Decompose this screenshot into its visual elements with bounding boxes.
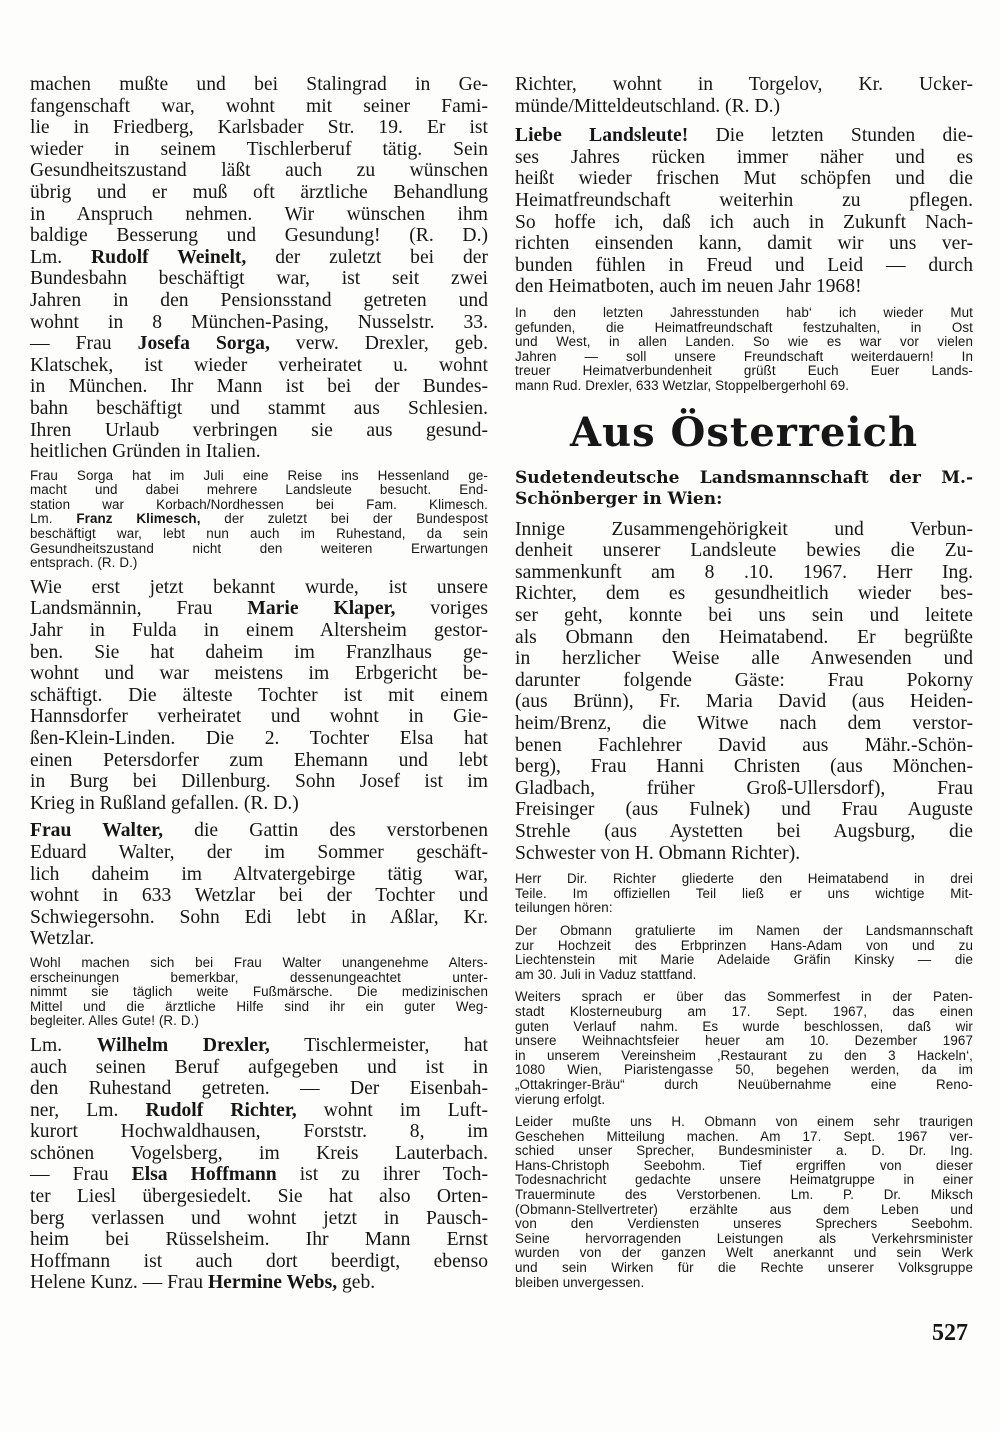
text-line: Geschehen Mitteilung machen. Am 17. Sept. 1967 ver- — [515, 1128, 973, 1144]
text-line: Eduard Walter, der im Sommer geschäft- — [30, 841, 488, 863]
text-line: Helene Kunz. — Frau Hermine Webs, geb. — [30, 1272, 376, 1294]
paragraph — [30, 74, 488, 463]
text-line: heim/Brenz, die Witwe nach dem verstor- — [515, 713, 973, 735]
text-line: berg), Frau Hanni Christen (aus Mönchen- — [515, 756, 973, 778]
text-line: übrig und er muß oft ärztliche Behandlung — [30, 181, 488, 203]
right-column-top — [515, 74, 973, 394]
left-column — [30, 74, 488, 1300]
text-line: beschäftigt war, lebt nun auch im Ruhestand, da sein — [30, 526, 488, 542]
text-line: „Ottakringer-Bräu“ durch Neuübernahme eine Reno- — [515, 1076, 973, 1092]
text-line: in Anspruch nehmen. Wir wünschen ihm — [30, 203, 488, 225]
text-line: begleiter. Alles Gute! (R. D.) — [30, 1013, 199, 1029]
paragraph — [30, 1035, 488, 1294]
text-line: machen mußte und bei Stalingrad in Ge- — [30, 74, 488, 95]
text-line: entsprach. (R. D.) — [30, 555, 138, 571]
text-line: den Ruhestand getreten. — Der Eisenbah- — [30, 1078, 488, 1100]
text-line: Hannsdorfer verheiratet und wohnt in Gie- — [30, 706, 488, 728]
bold-name: Elsa Hoffmann — [131, 1164, 277, 1186]
text-line: Weiters sprach er über das Sommerfest in der Paten- — [515, 989, 973, 1005]
bold-name: Marie Klaper, — [247, 598, 396, 620]
text-line: einen Petersdorfer zum Ehemann und lebt — [30, 749, 488, 771]
text-line: wurden von der ganzen Welt anerkannt und sein Werk — [515, 1245, 973, 1261]
text-line: Der Obmann gratulierte im Namen der Landsmannschaft — [515, 922, 973, 938]
text-line: schäftigt. Die älteste Tochter ist mit einem — [30, 684, 488, 706]
text-line: Jahren — soll unsere Freundschaft weiterdauern! In — [515, 348, 973, 364]
subheading — [515, 468, 973, 511]
text-line: (aus Brünn), Fr. Maria David (aus Heiden- — [515, 691, 973, 713]
text-line: Teile. Im offiziellen Teil ließ er uns wichtige Mit- — [515, 885, 973, 901]
text-line: Wetzlar. — [30, 928, 95, 950]
text-line: Lm. Wilhelm Drexler, Tischlermeister, hat — [30, 1034, 488, 1056]
text-line: Gesundheitszustand nicht den weiteren Erwartungen — [30, 540, 488, 556]
text-line: — Frau Josefa Sorga, verw. Drexler, geb. — [30, 333, 488, 355]
text-line: ses Jahres rücken immer näher und es — [515, 146, 973, 168]
text-line: bahn beschäftigt und stammt aus Schlesien. — [30, 397, 488, 419]
text-line: Hoffmann ist auch dort beerdigt, ebenso — [30, 1250, 488, 1272]
text-line: in Burg bei Dillenburg. Sohn Josef ist im — [30, 771, 488, 793]
text-line: wohnt in 8 München-Pasing, Nusselstr. 33. — [30, 311, 488, 333]
text-line: treuer Heimatverbundenheit grüßt Euch Euer Lands- — [515, 363, 973, 379]
text-line: Frau Sorga hat im Juli eine Reise ins Hessenland ge- — [30, 467, 488, 483]
text-line: den Heimatboten, auch im neuen Jahr 1968! — [515, 276, 862, 298]
text-line: benen Fachlehrer David aus Mähr.-Schön- — [515, 734, 973, 756]
text-line: Schwester von H. Obmann Richter). — [515, 842, 801, 864]
text-line: — Frau Elsa Hoffmann ist zu ihrer Toch- — [30, 1164, 488, 1186]
paragraph — [30, 820, 488, 950]
text-line: station war Korbach/Nordhessen bei Fam. Klimesch. — [30, 496, 488, 512]
text-line: Innige Zusammengehörigkeit und Verbun- — [515, 518, 973, 540]
text-line: wohnt und war meistens im Erbgericht be- — [30, 663, 488, 685]
text-line: und West, in allen Landen. So wie es war vor vielen — [515, 334, 973, 350]
small-print-paragraph — [515, 872, 973, 916]
text-line: ter Liesl übergesiedelt. Sie hat also Orten- — [30, 1186, 488, 1208]
text-line: Wohl machen sich bei Frau Walter unangenehme Alters- — [30, 954, 488, 970]
text-line: stadt Klosterneuburg am 17. Sept. 1967, das einen — [515, 1003, 973, 1019]
text-line: Herr Dir. Richter gliederte den Heimatabend in drei — [515, 871, 973, 887]
text-line: Jahren in den Pensionsstand getreten und — [30, 289, 488, 311]
text-line: macht und dabei mehrere Landsleute besucht. End- — [30, 482, 488, 498]
bold-name: Liebe Landsleute! — [515, 125, 689, 147]
text-line: Schwiegersohn. Sohn Edi lebt in Aßlar, Kr. — [30, 906, 488, 928]
text-line: vierung erfolgt. — [515, 1091, 606, 1107]
text-line: berg verlassen und wohnt jetzt in Pausch- — [30, 1207, 488, 1229]
text-line: münde/Mitteldeutschland. (R. D.) — [515, 95, 781, 117]
text-line: in München. Ihr Mann ist bei der Bundes- — [30, 376, 488, 398]
text-line: Frau Walter, die Gattin des verstorbenen — [30, 820, 488, 842]
text-line: So hoffe ich, daß ich auch in Zukunft Nach- — [515, 211, 973, 233]
bold-name: Franz Klimesch, — [76, 511, 201, 527]
bold-name: Josefa Sorga, — [137, 333, 270, 355]
right-column-bottom — [515, 468, 973, 1291]
text-line: Gladbach, früher Groß-Ullersdorf), Frau — [515, 777, 973, 799]
bold-name: Frau Walter, — [30, 820, 163, 842]
text-line: Trauerminute des Verstorbenen. Lm. P. Dr. Miksch — [515, 1187, 973, 1203]
text-line: Schönberger in Wien: — [515, 489, 723, 510]
text-line: heim bei Rüsselsheim. Ihr Mann Ernst — [30, 1229, 488, 1251]
text-line: schied unser Sprecher, Bundesminister a. D. Dr. Ing. — [515, 1143, 973, 1159]
text-line: von den Verdiensten unseres Sprechers Seebohm. — [515, 1216, 973, 1232]
text-line: darunter folgende Gäste: Frau Pokorny — [515, 669, 973, 691]
text-line: Freisinger (aus Fulnek) und Frau Auguste — [515, 799, 973, 821]
text-line: Jahr in Fulda in einem Altersheim gestor- — [30, 620, 488, 642]
text-line: bleiben unvergessen. — [515, 1274, 645, 1290]
text-line: wohnt in 633 Wetzlar bei der Tochter und — [30, 885, 488, 907]
text-line: denheit unserer Landsleute bewies die Zu- — [515, 540, 973, 562]
text-line: Wie erst jetzt bekannt wurde, ist unsere — [30, 576, 488, 598]
bold-name: Rudolf Weinelt, — [90, 246, 247, 268]
text-line: Mittel und die ärztliche Hilfe sind ihr ein guter Weg- — [30, 998, 488, 1014]
section-heading: Aus Österreich — [569, 408, 919, 456]
text-line: erscheinungen bemerkbar, dessenungeachtet unter- — [30, 969, 488, 985]
text-line: sammenkunft am 8 .10. 1967. Herr Ing. — [515, 561, 973, 583]
page-number: 527 — [932, 1320, 968, 1346]
small-print-paragraph — [515, 990, 973, 1107]
text-line: Bundesbahn beschäftigt war, ist seit zwei — [30, 268, 488, 290]
small-print-paragraph — [515, 924, 973, 982]
small-print-paragraph — [30, 469, 488, 571]
text-line: Todesnachricht gedachte unsere Heimatgruppe in einer — [515, 1172, 973, 1188]
text-line: guten Verlauf nahm. Es wurde beschlossen, daß wir — [515, 1018, 973, 1034]
text-line: Strehle (aus Aystetten bei Augsburg, die — [515, 821, 973, 842]
text-line: Richter, dem es gesundheitlich wieder bes- — [515, 583, 973, 605]
paragraph — [515, 125, 973, 298]
text-line: Lm. Rudolf Weinelt, der zuletzt bei der — [30, 246, 488, 268]
text-line: auch seinen Beruf aufgegeben und ist in — [30, 1056, 488, 1078]
text-line: Leider mußte uns H. Obmann von einem sehr traurigen — [515, 1114, 973, 1130]
text-line: bunden fühlen in Freud und Leid — durch — [515, 254, 973, 276]
bold-name: Rudolf Richter, — [145, 1099, 297, 1121]
paragraph — [515, 74, 973, 117]
text-line: Seine hervorragenden Leistungen als Verkehrsminister — [515, 1230, 973, 1246]
text-line: Klatschek, ist wieder verheiratet u. wohnt — [30, 354, 488, 376]
text-line: Krieg in Rußland gefallen. (R. D.) — [30, 792, 299, 814]
text-line: mann Rud. Drexler, 633 Wetzlar, Stoppelbergerhohl 69. — [515, 377, 850, 393]
text-line: schönen Vogelsberg, im Kreis Lauterbach. — [30, 1142, 488, 1164]
right-column — [515, 74, 973, 1298]
text-line: richten einsenden kann, damit wir uns ver- — [515, 233, 973, 255]
text-line: zur Hochzeit des Erbprinzen Hans-Adam von und zu — [515, 937, 973, 953]
text-line: als Obmann den Heimatabend. Er begrüßte — [515, 626, 973, 648]
text-line: teilungen hören: — [515, 900, 613, 916]
small-print-paragraph — [515, 306, 973, 394]
small-print-paragraph — [515, 1115, 973, 1290]
bold-name: Hermine Webs, — [207, 1272, 338, 1294]
text-line: Heimatfreundschaft weiterhin zu pflegen. — [515, 189, 973, 211]
text-line: und sein Wirken für die Rechte unserer Volksgruppe — [515, 1260, 973, 1276]
text-line: heitlichen Gründen in Italien. — [30, 441, 261, 463]
text-line: nimmt sie täglich weite Fußmärsche. Die medizinischen — [30, 984, 488, 1000]
text-line: am 30. Juli in Vaduz stattfand. — [515, 966, 697, 982]
text-line: ßen-Klein-Linden. Die 2. Tochter Elsa hat — [30, 728, 488, 749]
text-line: heißt wieder frischen Mut schöpfen und die — [515, 168, 973, 190]
text-line: wieder in seinem Tischlerberuf tätig. Sein — [30, 138, 488, 160]
text-line: Ihren Urlaub verbringen sie aus gesund- — [30, 419, 488, 441]
text-line: Lm. Franz Klimesch, der zuletzt bei der Bundespost — [30, 511, 488, 527]
text-line: lich daheim im Altvatergebirge tätig war, — [30, 863, 488, 885]
text-line: lie in Friedberg, Karlsbader Str. 19. Er ist — [30, 117, 488, 139]
text-line: In den letzten Jahresstunden hab‘ ich wieder Mut — [515, 304, 973, 320]
text-line: Liebe Landsleute! Die letzten Stunden die- — [515, 125, 973, 147]
text-line: (Obmann-Stellvertreter) erzählte aus dem Leben und — [515, 1201, 973, 1217]
text-line: ben. Sie hat daheim im Franzlhaus ge- — [30, 641, 488, 663]
small-print-paragraph — [30, 956, 488, 1029]
text-line: Liechtenstein mit Marie Adelaide Gräfin Kinsky — die — [515, 952, 973, 968]
text-line: Landsmännin, Frau Marie Klaper, voriges — [30, 598, 488, 620]
text-line: gefunden, die Heimatfreundschaft festzuhalten, in Ost — [515, 319, 973, 335]
text-line: unsere Weihnachtsfeier heuer am 10. Dezember 1967 — [515, 1033, 973, 1049]
bold-name: Wilhelm Drexler, — [96, 1034, 270, 1056]
text-line: Richter, wohnt in Torgelov, Kr. Ucker- — [515, 74, 973, 95]
text-line: fangenschaft war, wohnt mit seiner Fami- — [30, 95, 488, 117]
text-line: kurort Hochwaldhausen, Forststr. 8, im — [30, 1121, 488, 1143]
text-line: ner, Lm. Rudolf Richter, wohnt im Luft- — [30, 1099, 488, 1121]
text-line: ser geht, konnte bei uns sein und leitete — [515, 605, 973, 627]
text-line: baldige Besserung und Gesundung! (R. D.) — [30, 225, 488, 247]
text-line: 1080 Wien, Piaristengasse 50, begehen werden, da im — [515, 1062, 973, 1078]
text-line: Sudetendeutsche Landsmannschaft der M.- — [515, 467, 973, 488]
text-line: Hans-Christoph Seebohm. Tief ergriffen von dieser — [515, 1157, 973, 1173]
paragraph — [515, 519, 973, 865]
text-line: in unserem Vereinsheim ‚Restaurant zu den 3 Hackeln‘, — [515, 1047, 973, 1063]
paragraph — [30, 577, 488, 815]
text-line: Gesundheitszustand läßt auch zu wünschen — [30, 160, 488, 182]
text-line: in herzlicher Weise alle Anwesenden und — [515, 648, 973, 670]
